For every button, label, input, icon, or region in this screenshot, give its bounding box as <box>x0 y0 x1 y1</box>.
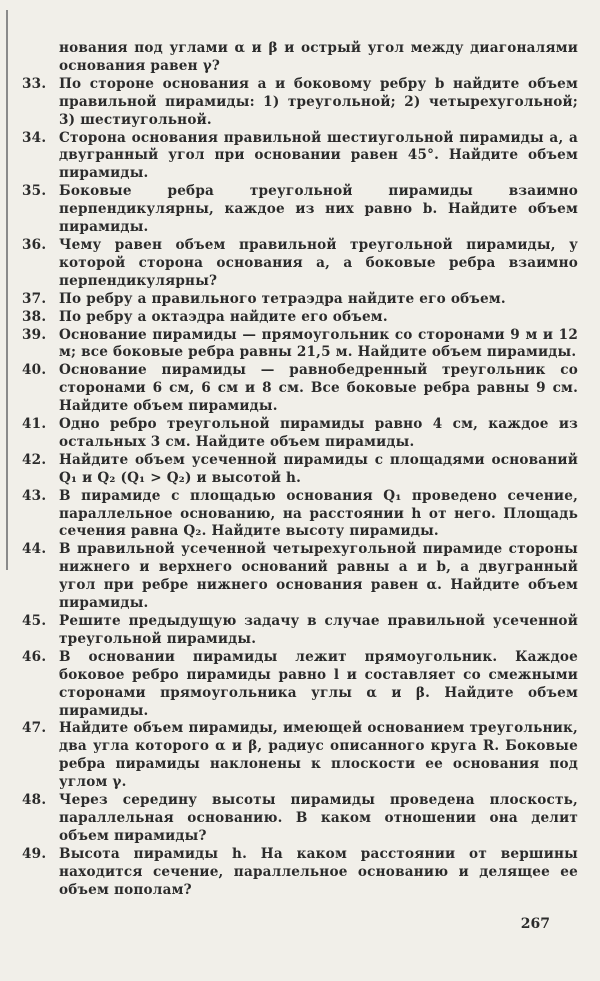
problem-number: 35. <box>22 183 47 200</box>
problem-number: 38. <box>22 308 47 325</box>
problem-number: 48. <box>22 792 47 809</box>
problem-text: В основании пирамиды лежит прямоугольник. Каждое боковое ребро пирамиды равно l и составляет со смежными сторонами прямоугольника углы α и β. Найдите объем пирамиды. <box>59 648 578 719</box>
problem-item <box>22 362 578 416</box>
problem-number: 45. <box>22 613 47 629</box>
problem-text: Одно ребро треугольной пирамиды равно 4 см, каждое из остальных 3 см. Найдите объем пирамиды. <box>59 416 578 450</box>
problem-text: По ребру a октаэдра найдите его объем. <box>59 308 388 325</box>
problem-text: По ребру a правильного тетраэдра найдите его объем. <box>59 290 506 307</box>
problem-item <box>22 452 578 488</box>
problem-text: Решите предыдущую задачу в случае правильной усеченной треугольной пирамиды. <box>59 613 578 647</box>
problem-item <box>22 309 578 327</box>
problem-number: 42. <box>22 451 47 468</box>
problem-text: В пирамиде с площадью основания Q₁ проведено сечение, параллельное основанию, на расстоянии h от него. Площадь сечения равна Q₂. Найдите высоту пирамиды. <box>59 487 578 540</box>
problem-item <box>22 327 578 363</box>
problem-number: 37. <box>22 290 47 307</box>
problem-number: 49. <box>22 845 47 862</box>
continuation-text: нования под углами α и β и острый угол между диагоналями основания равен γ? <box>59 40 578 74</box>
problem-text: Найдите объем пирамиды, имеющей основанием треугольник, два угла которого α и β, радиус описанного круга R. Боковые ребра пирамиды наклонены к плоскости ее основания под углом γ. <box>59 720 578 791</box>
problem-item <box>22 613 578 649</box>
problem-number: 46. <box>22 648 47 665</box>
problem-item <box>22 541 578 613</box>
page-edge-shadow <box>6 10 8 570</box>
problem-text: Основание пирамиды — равнобедренный треугольник со сторонами 6 см, 6 см и 8 см. Все боковые ребра равны 9 см. Найдите объем пирамиды. <box>59 362 578 415</box>
problem-item <box>22 416 578 452</box>
problem-item <box>22 291 578 309</box>
problem-number: 47. <box>22 720 47 737</box>
problem-number: 36. <box>22 236 47 253</box>
problem-item <box>22 720 578 792</box>
problem-text: Основание пирамиды — прямоугольник со сторонами 9 м и 12 м; все боковые ребра равны 21,5 м. Найдите объем пирамиды. <box>59 326 578 361</box>
problem-number: 33. <box>22 75 47 92</box>
problem-item <box>22 488 578 542</box>
problem-number: 39. <box>22 326 47 343</box>
problem-item <box>22 792 578 846</box>
problem-item <box>22 649 578 721</box>
problem-text: В правильной усеченной четырехугольной пирамиде стороны нижнего и верхнего оснований равны a и b, а двугранный угол при ребре нижнего основания равен α. Найдите объем пирамиды. <box>59 541 578 612</box>
problem-text: Через середину высоты пирамиды проведена плоскость, параллельная основанию. В каком отношении она делит объем пирамиды? <box>59 792 578 844</box>
page-number: 267 <box>520 916 550 932</box>
problem-number: 34. <box>22 129 47 146</box>
problem-item <box>22 183 578 237</box>
problem-text: Высота пирамиды h. На каком расстоянии от вершины находится сечение, параллельное основанию и делящее ее объем пополам? <box>59 845 578 898</box>
problem-number: 43. <box>22 487 47 504</box>
problem-item <box>22 237 578 291</box>
problem-text: Боковые ребра треугольной пирамиды взаимно перпендикулярны, каждое из них равно b. Найдите объем пирамиды. <box>59 183 578 236</box>
problem-number: 40. <box>22 362 47 379</box>
problem-list <box>22 40 578 900</box>
problem-text: По стороне основания a и боковому ребру b найдите объем правильной пирамиды: 1) треугольной; 2) четырехугольной; 3) шестиугольной. <box>59 75 578 128</box>
problem-item <box>22 130 578 184</box>
problem-number: 41. <box>22 416 47 433</box>
problem-text: Чему равен объем правильной треугольной пирамиды, у которой сторона основания a, а боковые ребра взаимно перпендикулярны? <box>59 236 578 289</box>
problem-text: Найдите объем усеченной пирамиды с площадями оснований Q₁ и Q₂ (Q₁ > Q₂) и высотой h. <box>59 451 578 486</box>
problem-item <box>22 76 578 130</box>
problem-item <box>22 846 578 900</box>
problem-text: Сторона основания правильной шестиугольной пирамиды a, а двугранный угол при основании равен 45°. Найдите объем пирамиды. <box>59 129 578 182</box>
problem-number: 44. <box>22 541 47 558</box>
